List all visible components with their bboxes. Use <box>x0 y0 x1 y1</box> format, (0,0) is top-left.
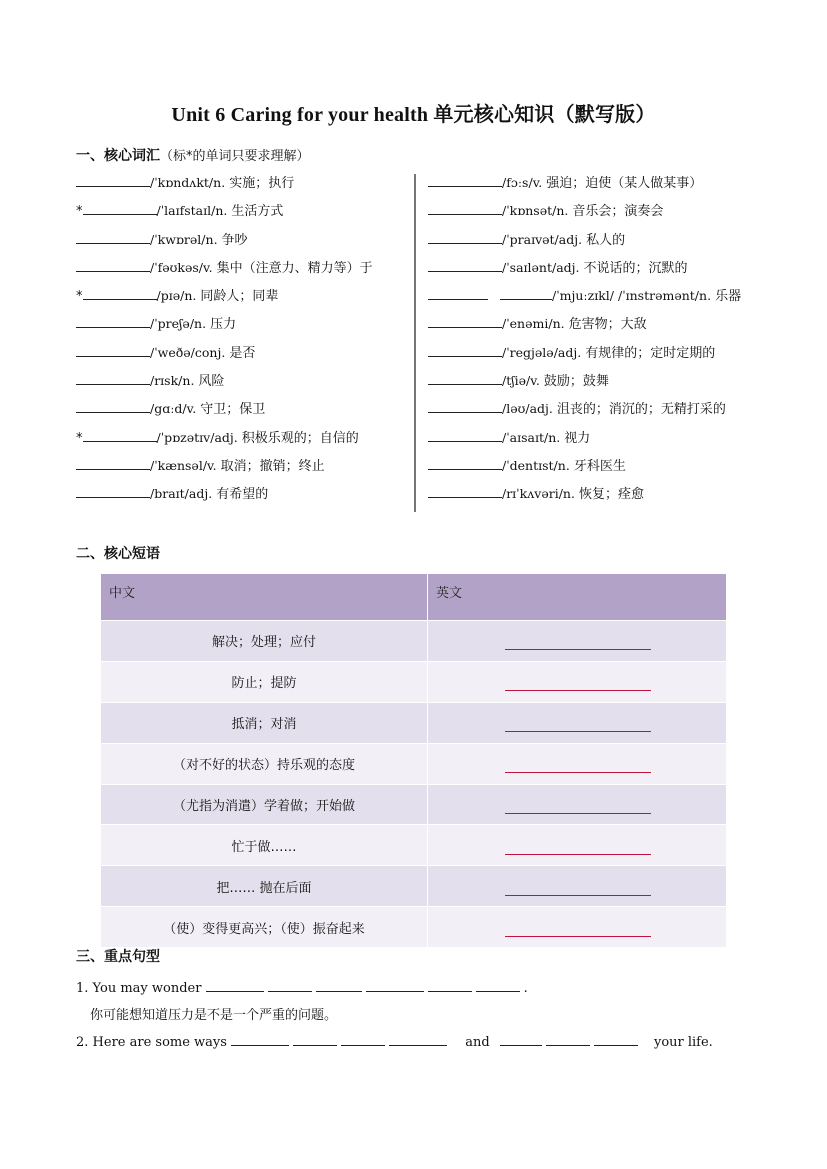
vocab-row <box>428 342 768 370</box>
answer-blank[interactable] <box>316 979 362 992</box>
vocab-meaning: 鼓励；鼓舞 <box>543 374 609 390</box>
section1-heading <box>76 145 310 165</box>
sentence-1-translation: 你可能想知道压力是不是一个严重的问题。 <box>90 1008 338 1023</box>
phrase-table-header <box>101 574 727 621</box>
vocab-phonetic: /fɔːs/ <box>502 175 533 190</box>
vocab-meaning: 是否 <box>229 345 256 361</box>
vocab-pos: v. <box>207 457 217 473</box>
vocab-phonetic: /ˈpraɪvət/ <box>502 231 559 247</box>
vocab-pos: n. <box>213 175 226 190</box>
vocab-row <box>76 285 406 313</box>
answer-blank[interactable] <box>428 427 502 442</box>
sentence-1-prefix: 1. You may wonder <box>76 981 202 996</box>
vocab-row <box>76 370 406 398</box>
answer-blank[interactable] <box>231 1033 289 1046</box>
vocab-row <box>428 427 768 455</box>
answer-blank[interactable] <box>500 285 552 300</box>
sentence-2 <box>76 1033 713 1050</box>
answer-blank[interactable] <box>76 313 150 328</box>
vocab-phonetic: /ˈsaɪlənt/ <box>502 259 557 275</box>
vocab-row <box>76 455 406 483</box>
vocab-meaning: 生活方式 <box>231 204 284 220</box>
phrase-en-cell <box>428 621 727 662</box>
phrase-row <box>101 784 727 825</box>
phrase-cn: 防止；提防 <box>101 661 428 702</box>
vocab-phonetic: /ˈlaɪfstaɪl/ <box>156 203 216 219</box>
vocab-row <box>428 483 768 511</box>
section2-heading: 二、核心短语 <box>76 546 160 562</box>
vocab-row <box>428 172 768 200</box>
sentence-2-and: and <box>465 1035 490 1050</box>
vocab-meaning: 有规律的；定时定期的 <box>585 345 716 361</box>
phrase-row <box>101 907 727 947</box>
section1-note: （标*的单词只要求理解） <box>160 149 310 164</box>
phrase-cn: （使）变得更高兴；（使）振奋起来 <box>101 907 428 947</box>
vocab-row <box>76 313 406 341</box>
vocab-phonetic: /ˈkænsəl/ <box>150 457 208 473</box>
answer-blank[interactable] <box>76 229 150 244</box>
answer-blank[interactable] <box>428 313 502 328</box>
vocab-right-column <box>428 172 768 512</box>
phrase-en-cell <box>428 825 727 866</box>
answer-blank[interactable] <box>76 257 150 272</box>
vocab-pos: adj. <box>188 486 213 502</box>
answer-blank[interactable] <box>366 979 424 992</box>
answer-blank[interactable] <box>500 1033 542 1046</box>
vocab-phonetic: /ˈpɒzətɪv/ <box>156 429 215 445</box>
answer-blank[interactable] <box>428 455 502 470</box>
phrase-en-cell <box>428 866 727 907</box>
vocab-meaning: 积极乐观的；自信的 <box>241 430 359 446</box>
vocab-phonetic: /ˈregjələ/ <box>502 344 558 360</box>
vocab-phonetic: /ˈaɪsaɪt/ <box>502 429 549 445</box>
vocab-pos: n. <box>205 231 218 247</box>
vocab-row <box>76 257 406 285</box>
answer-blank[interactable] <box>428 398 502 413</box>
answer-blank[interactable] <box>206 979 264 992</box>
phrase-cn: 抵消；对消 <box>101 702 428 743</box>
vocab-phonetic: /ˈweðə/ <box>150 344 195 360</box>
answer-blank[interactable] <box>505 672 651 691</box>
vocab-phonetic: /tʃiə/ <box>502 373 531 389</box>
vocab-pos: v. <box>186 401 197 417</box>
answer-blank[interactable] <box>83 200 157 215</box>
answer-blank[interactable] <box>594 1033 638 1046</box>
phrase-row <box>101 743 727 784</box>
answer-blank[interactable] <box>76 483 150 498</box>
vocab-row <box>76 427 406 455</box>
phrase-row <box>101 825 727 866</box>
answer-blank[interactable] <box>428 229 502 244</box>
vocab-meaning: 视力 <box>564 430 591 446</box>
vocab-pos: n. <box>699 288 712 304</box>
vocab-pos: n. <box>548 429 561 445</box>
phrase-cn: 忙于做…… <box>101 825 428 866</box>
answer-blank[interactable] <box>341 1033 385 1046</box>
vocab-phonetic: /ˈkɒndʌkt/ <box>150 175 214 190</box>
vocab-pos: v. <box>532 175 543 190</box>
page-title: Unit 6 Caring for your health 单元核心知识（默写版） <box>171 104 656 126</box>
col-header-en: 英文 <box>428 574 727 621</box>
vocab-meaning: 同龄人；同辈 <box>200 289 279 305</box>
vocab-phonetic: /ˈkwɒrəl/ <box>150 231 206 247</box>
vocab-meaning: 私人的 <box>586 232 626 248</box>
vocab-phonetic: /pɪə/ <box>156 288 185 304</box>
vocab-star: * <box>76 430 83 446</box>
vocab-phonetic: /ləʊ/ <box>502 401 530 417</box>
vocab-phonetic: /braɪt/ <box>150 486 189 502</box>
vocab-pos: n. <box>557 457 570 473</box>
vocab-meaning: 沮丧的；消沉的；无精打采的 <box>556 402 726 418</box>
vocab-meaning: 乐器 <box>715 289 742 305</box>
vocab-meaning: 压力 <box>210 317 237 333</box>
answer-blank[interactable] <box>268 979 312 992</box>
vocab-left-column <box>76 172 406 512</box>
vocab-meaning: 有希望的 <box>216 487 269 503</box>
phrase-row <box>101 702 727 743</box>
vocab-row <box>428 200 768 228</box>
phrase-cn: 把…… 抛在后面 <box>101 866 428 907</box>
vocab-pos: adj. <box>556 259 580 275</box>
vocab-row <box>76 342 406 370</box>
vocab-row <box>428 313 768 341</box>
vocab-meaning: 取消；撤销；终止 <box>220 458 325 474</box>
vocab-phonetic: /gɑːd/ <box>150 401 187 417</box>
section1-heading-text: 一、核心词汇 <box>76 148 160 164</box>
vocab-meaning: 强迫；迫使（某人做某事） <box>546 176 703 191</box>
vocab-row <box>428 257 768 285</box>
phrase-cn: 解决；处理；应付 <box>101 621 428 662</box>
answer-blank[interactable] <box>505 713 651 732</box>
answer-blank[interactable] <box>76 172 150 187</box>
vocab-row <box>428 370 768 398</box>
phrase-table <box>101 574 727 947</box>
section3-heading: 三、重点句型 <box>76 949 160 965</box>
phrase-row <box>101 621 727 662</box>
vocab-pos: conj. <box>194 344 226 360</box>
answer-blank[interactable] <box>428 979 472 992</box>
phrase-cn: （尤指为消遣）学着做；开始做 <box>101 784 428 825</box>
vocab-meaning: 牙科医生 <box>573 458 626 474</box>
vocab-phonetic: /ˈdentɪst/ <box>502 457 558 473</box>
vocab-pos: adj. <box>558 231 583 247</box>
vocab-pos: v. <box>203 259 213 275</box>
vocab-pos: n. <box>215 203 228 219</box>
vocab-pos: n. <box>556 203 569 219</box>
vocab-meaning: 恢复；痊愈 <box>578 487 644 503</box>
vocab-pos: v. <box>530 373 540 389</box>
col-header-cn: 中文 <box>101 574 428 621</box>
vocab-phonetic: /ˈmjuːzɪkl/ /ˈɪnstrəmənt/ <box>552 288 700 304</box>
vocab-meaning: 实施；执行 <box>229 176 295 191</box>
phrase-row <box>101 661 727 702</box>
answer-blank[interactable] <box>428 285 488 300</box>
sentence-2-prefix: 2. Here are some ways <box>76 1035 227 1050</box>
vocab-row <box>428 229 768 257</box>
answer-blank[interactable] <box>428 200 502 215</box>
answer-blank[interactable] <box>389 1033 447 1046</box>
answer-blank[interactable] <box>428 257 502 272</box>
answer-blank[interactable] <box>428 172 502 187</box>
vocab-phonetic: /rɪˈkʌvəri/ <box>502 486 563 502</box>
answer-blank[interactable] <box>83 285 157 300</box>
answer-blank[interactable] <box>293 1033 337 1046</box>
vocab-row <box>76 172 406 200</box>
answer-blank[interactable] <box>505 754 651 773</box>
answer-blank[interactable] <box>505 877 651 896</box>
sentence-2-end: your life. <box>653 1035 713 1050</box>
vocab-pos: adj. <box>529 401 553 417</box>
answer-blank[interactable] <box>76 398 150 413</box>
vocab-row <box>76 483 406 511</box>
vocab-row <box>428 398 768 426</box>
column-divider <box>414 174 416 512</box>
answer-blank[interactable] <box>428 342 502 357</box>
vocab-pos: n. <box>194 316 207 332</box>
vocab-phonetic: /ˈkɒnsət/ <box>502 203 557 219</box>
vocab-meaning: 危害物；大敌 <box>568 317 647 333</box>
vocab-phonetic: /ˈpreʃə/ <box>150 316 195 332</box>
answer-blank[interactable] <box>76 342 150 357</box>
phrase-row <box>101 866 727 907</box>
answer-blank[interactable] <box>505 918 651 937</box>
vocab-pos: n. <box>562 486 575 502</box>
answer-blank[interactable] <box>76 455 150 470</box>
answer-blank[interactable] <box>546 1033 590 1046</box>
vocab-meaning: 音乐会；演奏会 <box>572 204 664 220</box>
answer-blank[interactable] <box>428 370 502 385</box>
vocab-star: * <box>76 289 83 305</box>
sentence-1-end: . <box>523 981 528 996</box>
vocab-meaning: 集中（注意力、精力等）于 <box>216 260 373 276</box>
phrase-en-cell <box>428 743 727 784</box>
vocab-meaning: 风险 <box>198 374 225 390</box>
vocab-meaning: 守卫；保卫 <box>200 402 266 418</box>
vocab-star: * <box>76 204 83 220</box>
answer-blank[interactable] <box>428 483 502 498</box>
vocab-row <box>428 455 768 483</box>
vocab-row <box>76 200 406 228</box>
phrase-en-cell <box>428 784 727 825</box>
vocab-pos: adj. <box>557 344 582 360</box>
vocab-row <box>76 398 406 426</box>
answer-blank[interactable] <box>476 979 520 992</box>
vocab-meaning: 争吵 <box>221 232 248 248</box>
phrase-en-cell <box>428 907 727 947</box>
vocab-phonetic: /rɪsk/ <box>150 373 183 389</box>
vocab-row <box>76 229 406 257</box>
vocab-pos: adj. <box>214 429 238 445</box>
vocab-row <box>428 285 768 313</box>
phrase-en-cell <box>428 661 727 702</box>
vocab-pos: n. <box>182 373 195 389</box>
answer-blank[interactable] <box>505 795 651 814</box>
vocab-meaning: 不说话的；沉默的 <box>583 260 688 276</box>
vocab-phonetic: /ˈenəmi/ <box>502 316 553 332</box>
vocab-phonetic: /ˈfəʊkəs/ <box>150 259 204 275</box>
answer-blank[interactable] <box>505 836 651 855</box>
answer-blank[interactable] <box>83 427 157 442</box>
answer-blank[interactable] <box>76 370 150 385</box>
phrase-cn: （对不好的状态）持乐观的态度 <box>101 743 428 784</box>
vocab-pos: n. <box>552 316 565 332</box>
vocab-pos: n. <box>184 288 197 304</box>
sentence-1 <box>76 979 528 996</box>
phrase-en-cell <box>428 702 727 743</box>
answer-blank[interactable] <box>505 631 651 650</box>
